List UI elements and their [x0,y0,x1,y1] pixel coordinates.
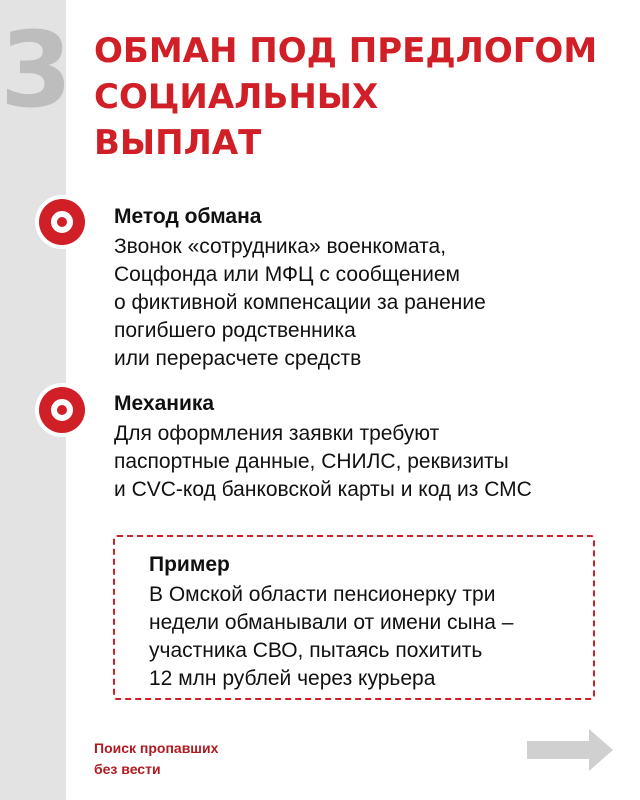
example-text: В Омской области пенсионерку три недели обманывали от имени сына – участника СВО, пытаясь похитить 12 млн рублей через курьера [149,583,514,690]
page-title: ОБМАН ПОД ПРЕДЛОГОМ СОЦИАЛЬНЫХ ВЫПЛАТ [94,31,598,163]
method-heading: Метод обмана [114,205,262,228]
bullet-icon [39,387,85,433]
footer-caption: Поиск пропавших без вести [94,740,219,777]
method-text: Звонок «сотрудника» военкомата, Соцфонда или МФЦ с сообщением о фиктивной компенсации за ранение погибшего родственника или перерасчете средств [114,235,486,370]
example-box [113,535,595,700]
slide-number: 3 [0,9,71,131]
mechanics-heading: Механика [114,392,215,415]
bullet-icon [39,199,85,245]
method-section [114,203,614,373]
arrow-right-icon[interactable] [527,729,613,771]
mechanics-text: Для оформления заявки требуют паспортные данные, СНИЛС, реквизиты и CVC-код банковской карты и код из СМС [114,422,532,501]
example-heading: Пример [149,553,230,576]
mechanics-section [114,390,614,504]
